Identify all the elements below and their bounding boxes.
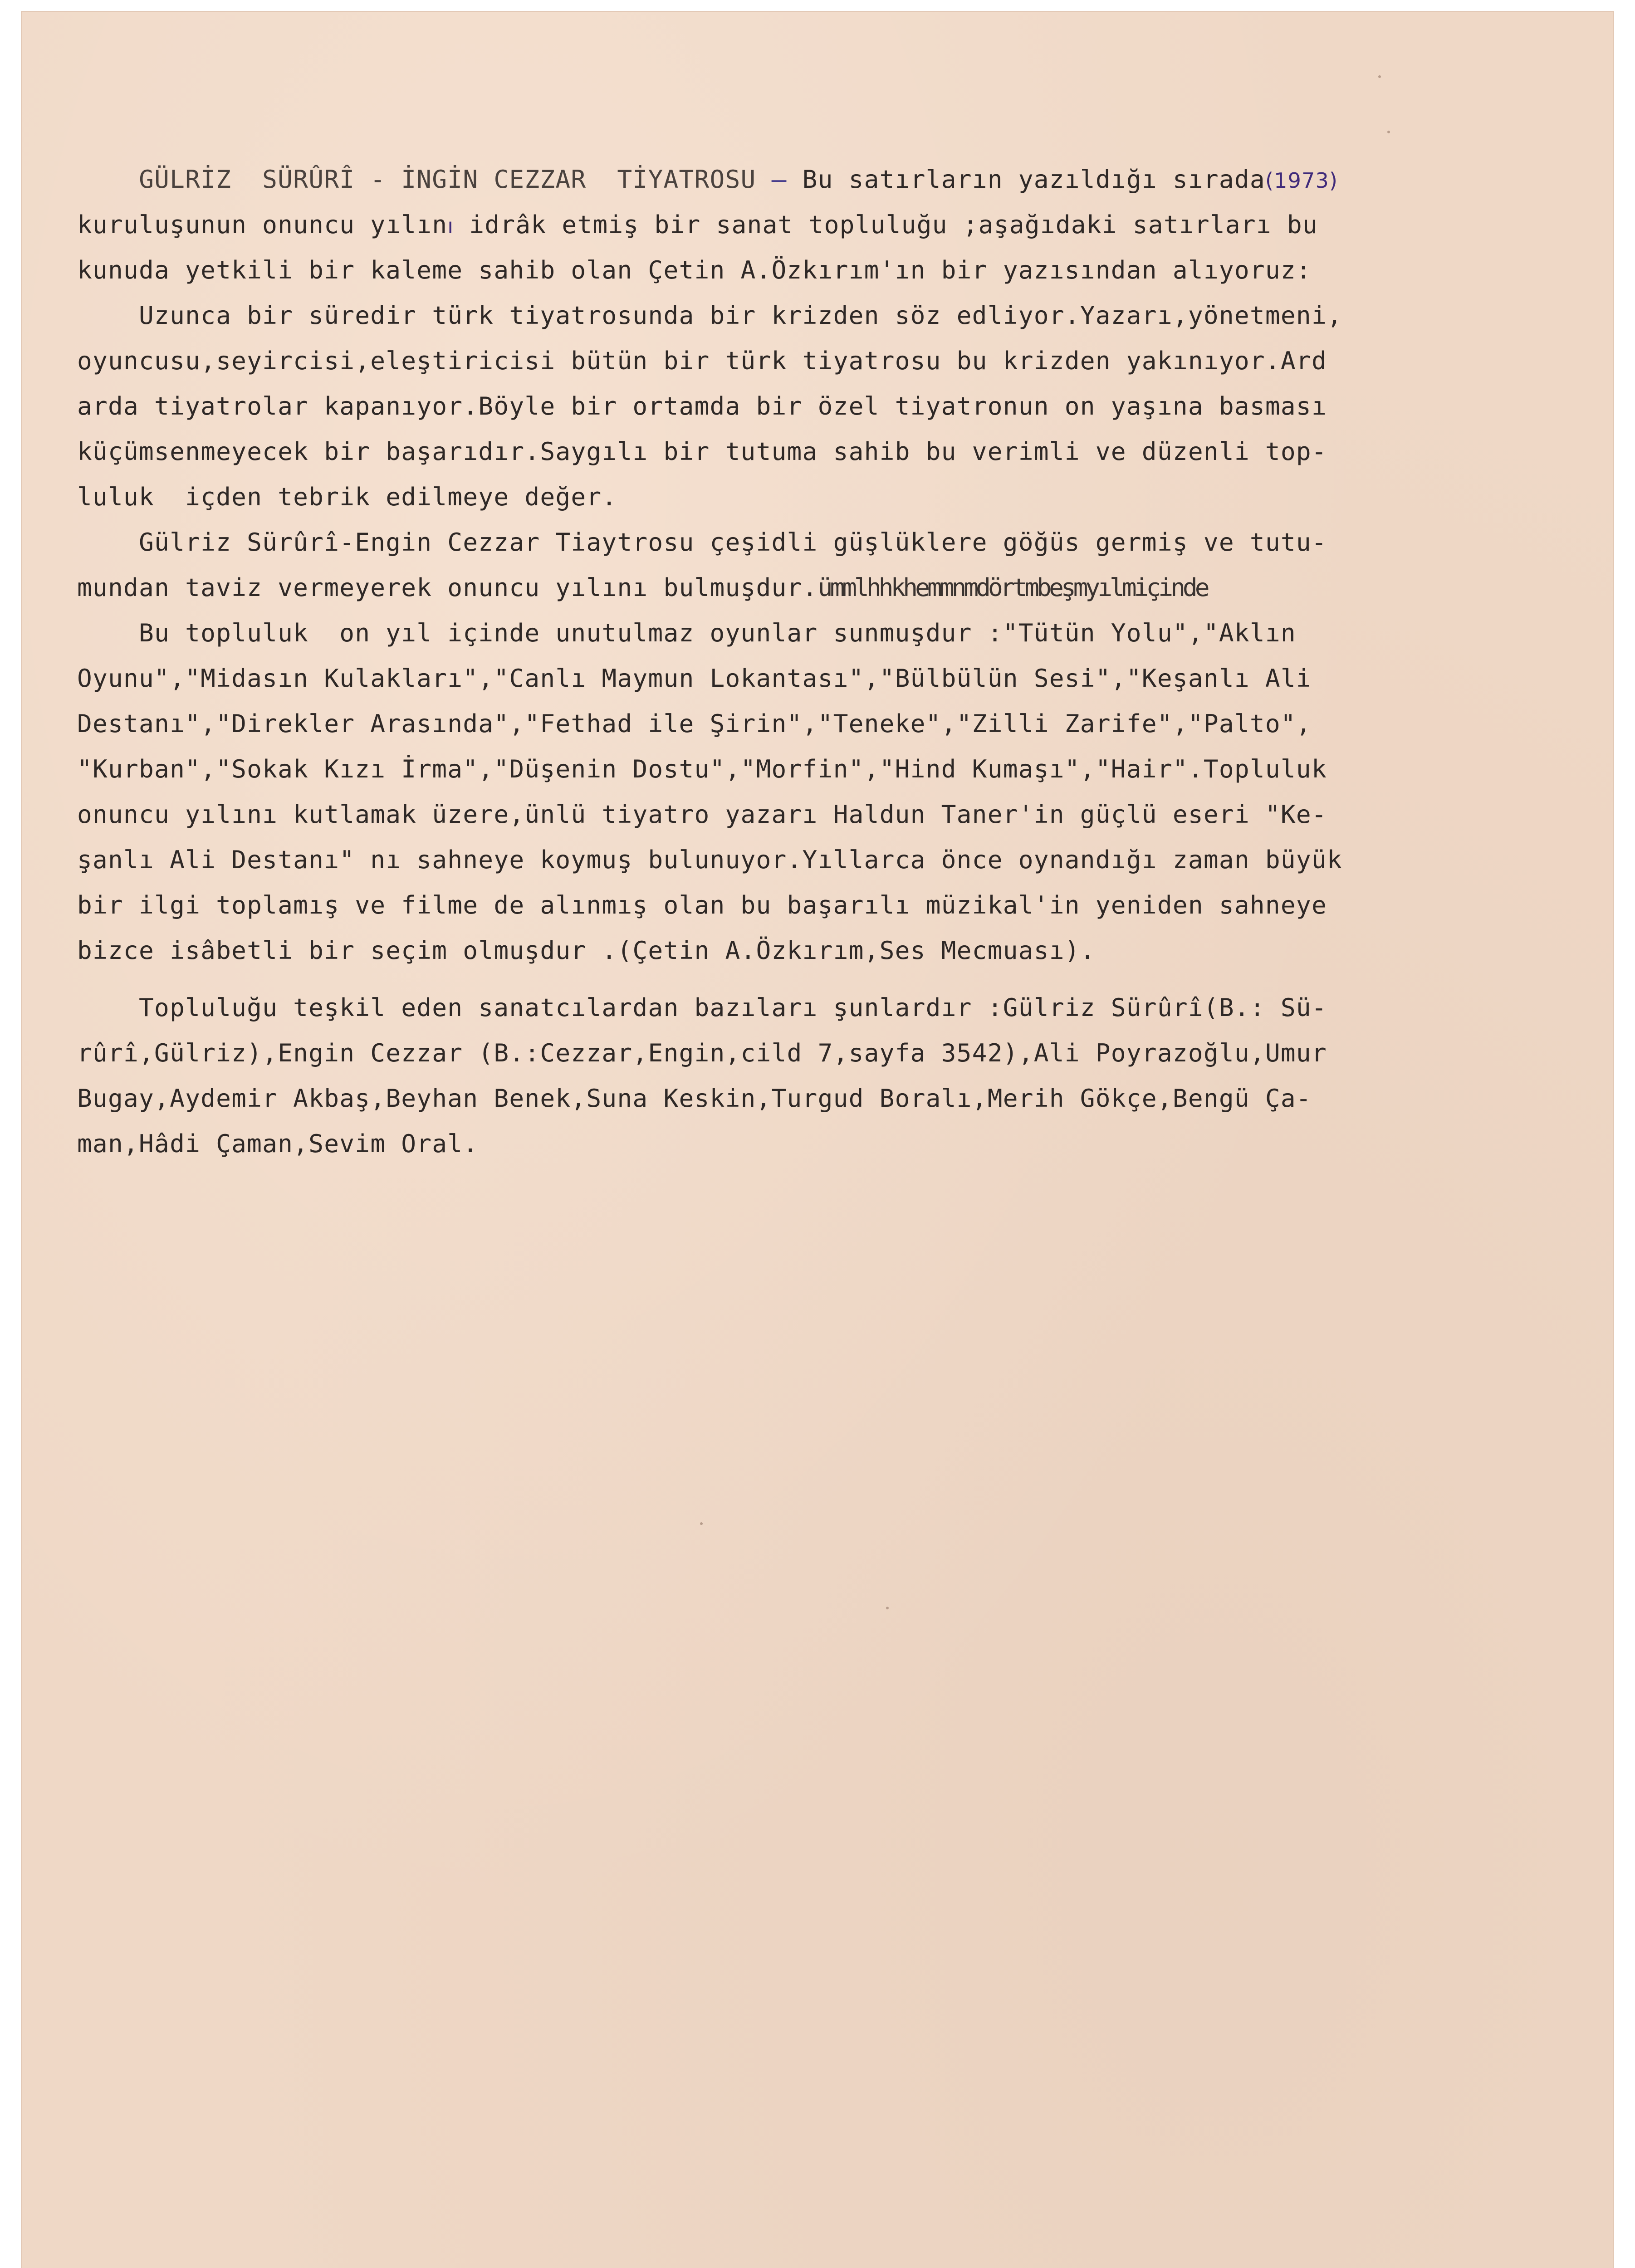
- plays-line: bir ilgi toplamış ve filme de alınmış olan bu başarılı müzikal'in yeniden sahneye: [77, 890, 1327, 919]
- quote-line: luluk içden tebrik edilmeye değer.: [77, 482, 617, 511]
- intro-text: kuruluşunun onuncu yılın: [77, 210, 448, 239]
- plays-line: Bu topluluk on yıl içinde unutulmaz oyunlar sunmuşdur :"Tütün Yolu","Aklın: [77, 618, 1296, 647]
- heading-title: GÜLRİZ SÜRÛRÎ - İNGİN CEZZAR TİYATROSU: [139, 165, 756, 194]
- paragraph-quote-1: [77, 293, 1611, 519]
- paragraph-intro: [77, 156, 1611, 293]
- typed-document: [77, 156, 1611, 1166]
- quote-text: mundan taviz vermeyerek onuncu yılını bulmuşdur.: [77, 573, 818, 602]
- plays-line: "Kurban","Sokak Kızı İrma","Düşenin Dostu","Morfin","Hind Kumaşı","Hair".Topluluk: [77, 754, 1327, 783]
- paragraph-cast: [77, 985, 1611, 1166]
- intro-text: Bu satırların yazıldığı sırada: [787, 165, 1265, 194]
- handwritten-year: (1973): [1265, 168, 1338, 193]
- intro-line: [77, 202, 1611, 247]
- struck-out-text: ümmlhhkhemmnmdörtmbeşmyılmiçinde: [818, 573, 1207, 602]
- paragraph-quote-2: [77, 519, 1611, 610]
- paper-speck: [700, 1522, 703, 1525]
- intro-line: kunuda yetkili bir kaleme sahib olan Çetin A.Özkırım'ın bir yazısından alıyoruz:: [77, 255, 1312, 284]
- cast-line: man,Hâdi Çaman,Sevim Oral.: [77, 1129, 479, 1158]
- quote-line: küçümsenmeyecek bir başarıdır.Saygılı bir tutuma sahib bu verimli ve düzenli top-: [77, 437, 1327, 466]
- handwritten-correction: ı: [447, 214, 454, 238]
- paper-speck: [886, 1607, 889, 1609]
- quote-line: [77, 565, 1611, 610]
- plays-line: bizce isâbetli bir seçim olmuşdur .(Çetin A.Özkırım,Ses Mecmuası).: [77, 936, 1096, 965]
- quote-line: Gülriz Sürûrî-Engin Cezzar Tiaytrosu çeşidli güşlüklere göğüs germiş ve tutu-: [77, 528, 1327, 557]
- quote-line: oyuncusu,seyircisi,eleştiricisi bütün bir türk tiyatrosu bu krizden yakınıyor.Ard: [77, 346, 1327, 375]
- intro-text: idrâk etmiş bir sanat topluluğu ;aşağıdaki satırları bu: [454, 210, 1318, 239]
- quote-line: Uzunca bir süredir türk tiyatrosunda bir krizden söz edliyor.Yazarı,yönetmeni,: [77, 301, 1342, 330]
- plays-line: Destanı","Direkler Arasında","Fethad ile Şirin","Teneke","Zilli Zarife","Palto",: [77, 709, 1312, 738]
- plays-line: onuncu yılını kutlamak üzere,ünlü tiyatro yazarı Haldun Taner'in güçlü eseri "Ke-: [77, 800, 1327, 829]
- paragraph-plays: [77, 610, 1611, 973]
- paper-speck: [1387, 131, 1390, 133]
- paragraph-gap: [77, 973, 1611, 985]
- paper-speck: [1378, 75, 1381, 78]
- handwritten-dash: —: [771, 165, 787, 194]
- intro-line: [77, 156, 1611, 202]
- plays-line: Oyunu","Midasın Kulakları","Canlı Maymun Lokantası","Bülbülün Sesi","Keşanlı Ali: [77, 664, 1312, 693]
- cast-line: Topluluğu teşkil eden sanatcılardan bazıları şunlardır :Gülriz Sürûrî(B.: Sü-: [77, 993, 1327, 1022]
- plays-line: şanlı Ali Destanı" nı sahneye koymuş bulunuyor.Yıllarca önce oynandığı zaman büyük: [77, 845, 1342, 874]
- cast-line: rûrî,Gülriz),Engin Cezzar (B.:Cezzar,Engin,cild 7,sayfa 3542),Ali Poyrazoğlu,Umur: [77, 1038, 1327, 1067]
- quote-line: arda tiyatrolar kapanıyor.Böyle bir ortamda bir özel tiyatronun on yaşına basması: [77, 391, 1327, 420]
- cast-line: Bugay,Aydemir Akbaş,Beyhan Benek,Suna Keskin,Turgud Boralı,Merih Gökçe,Bengü Ça-: [77, 1084, 1312, 1113]
